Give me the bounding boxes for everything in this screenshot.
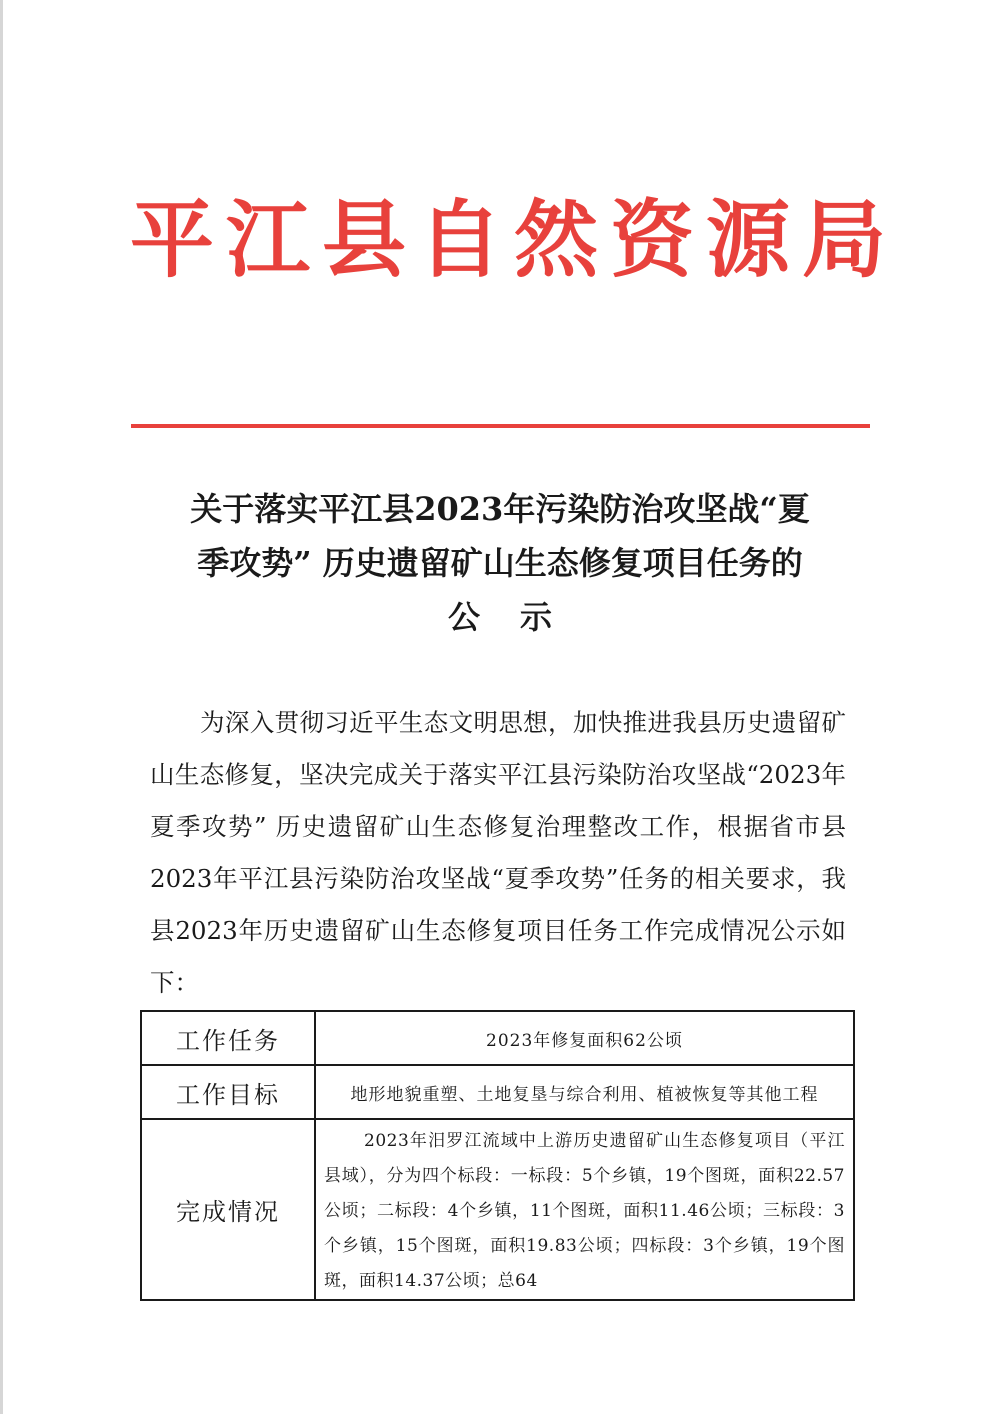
header-divider xyxy=(131,424,870,428)
row-value: 2023年汨罗江流域中上游历史遗留矿山生态修复项目（平江县域），分为四个标段：一标段：5个乡镇，19个图斑，面积22.57公顷；二标段：4个乡镇，11个图斑，面积11.46公顷；三标段：3个乡镇，15个图斑，面积19.83公顷；四标段：3个乡镇，19个图斑，面积14.37公顷；总64 xyxy=(315,1119,854,1300)
title-line-3: 公示 xyxy=(447,598,592,636)
title-line-1: 关于落实平江县2023年污染防治攻坚战“夏 xyxy=(190,490,810,528)
title-line-2: 季攻势” 历史遗留矿山生态修复项目任务的 xyxy=(197,544,803,582)
table-row xyxy=(141,1065,854,1119)
page-edge xyxy=(0,0,3,1414)
task-table xyxy=(140,1010,855,1301)
row-value: 地形地貌重塑、土地复垦与综合利用、植被恢复等其他工程 xyxy=(315,1065,854,1119)
row-label: 完成情况 xyxy=(141,1119,315,1300)
table-row xyxy=(141,1011,854,1065)
row-value: 2023年修复面积62公顷 xyxy=(315,1011,854,1065)
organization-header: 平江县自然资源局 xyxy=(130,190,899,289)
body-paragraph: 为深入贯彻习近平生态文明思想，加快推进我县历史遗留矿山生态修复，坚决完成关于落实平江县污染防治攻坚战“2023年夏季攻势” 历史遗留矿山生态修复治理整改工作，根据省市县2023年平江县污染防治攻坚战“夏季攻势”任务的相关要求，我县2023年历史遗留矿山生态修复项目任务工作完成情况公示如下： xyxy=(150,708,846,997)
row-label: 工作任务 xyxy=(141,1011,315,1065)
table-row xyxy=(141,1119,854,1300)
document-title xyxy=(140,482,860,644)
row-label: 工作目标 xyxy=(141,1065,315,1119)
